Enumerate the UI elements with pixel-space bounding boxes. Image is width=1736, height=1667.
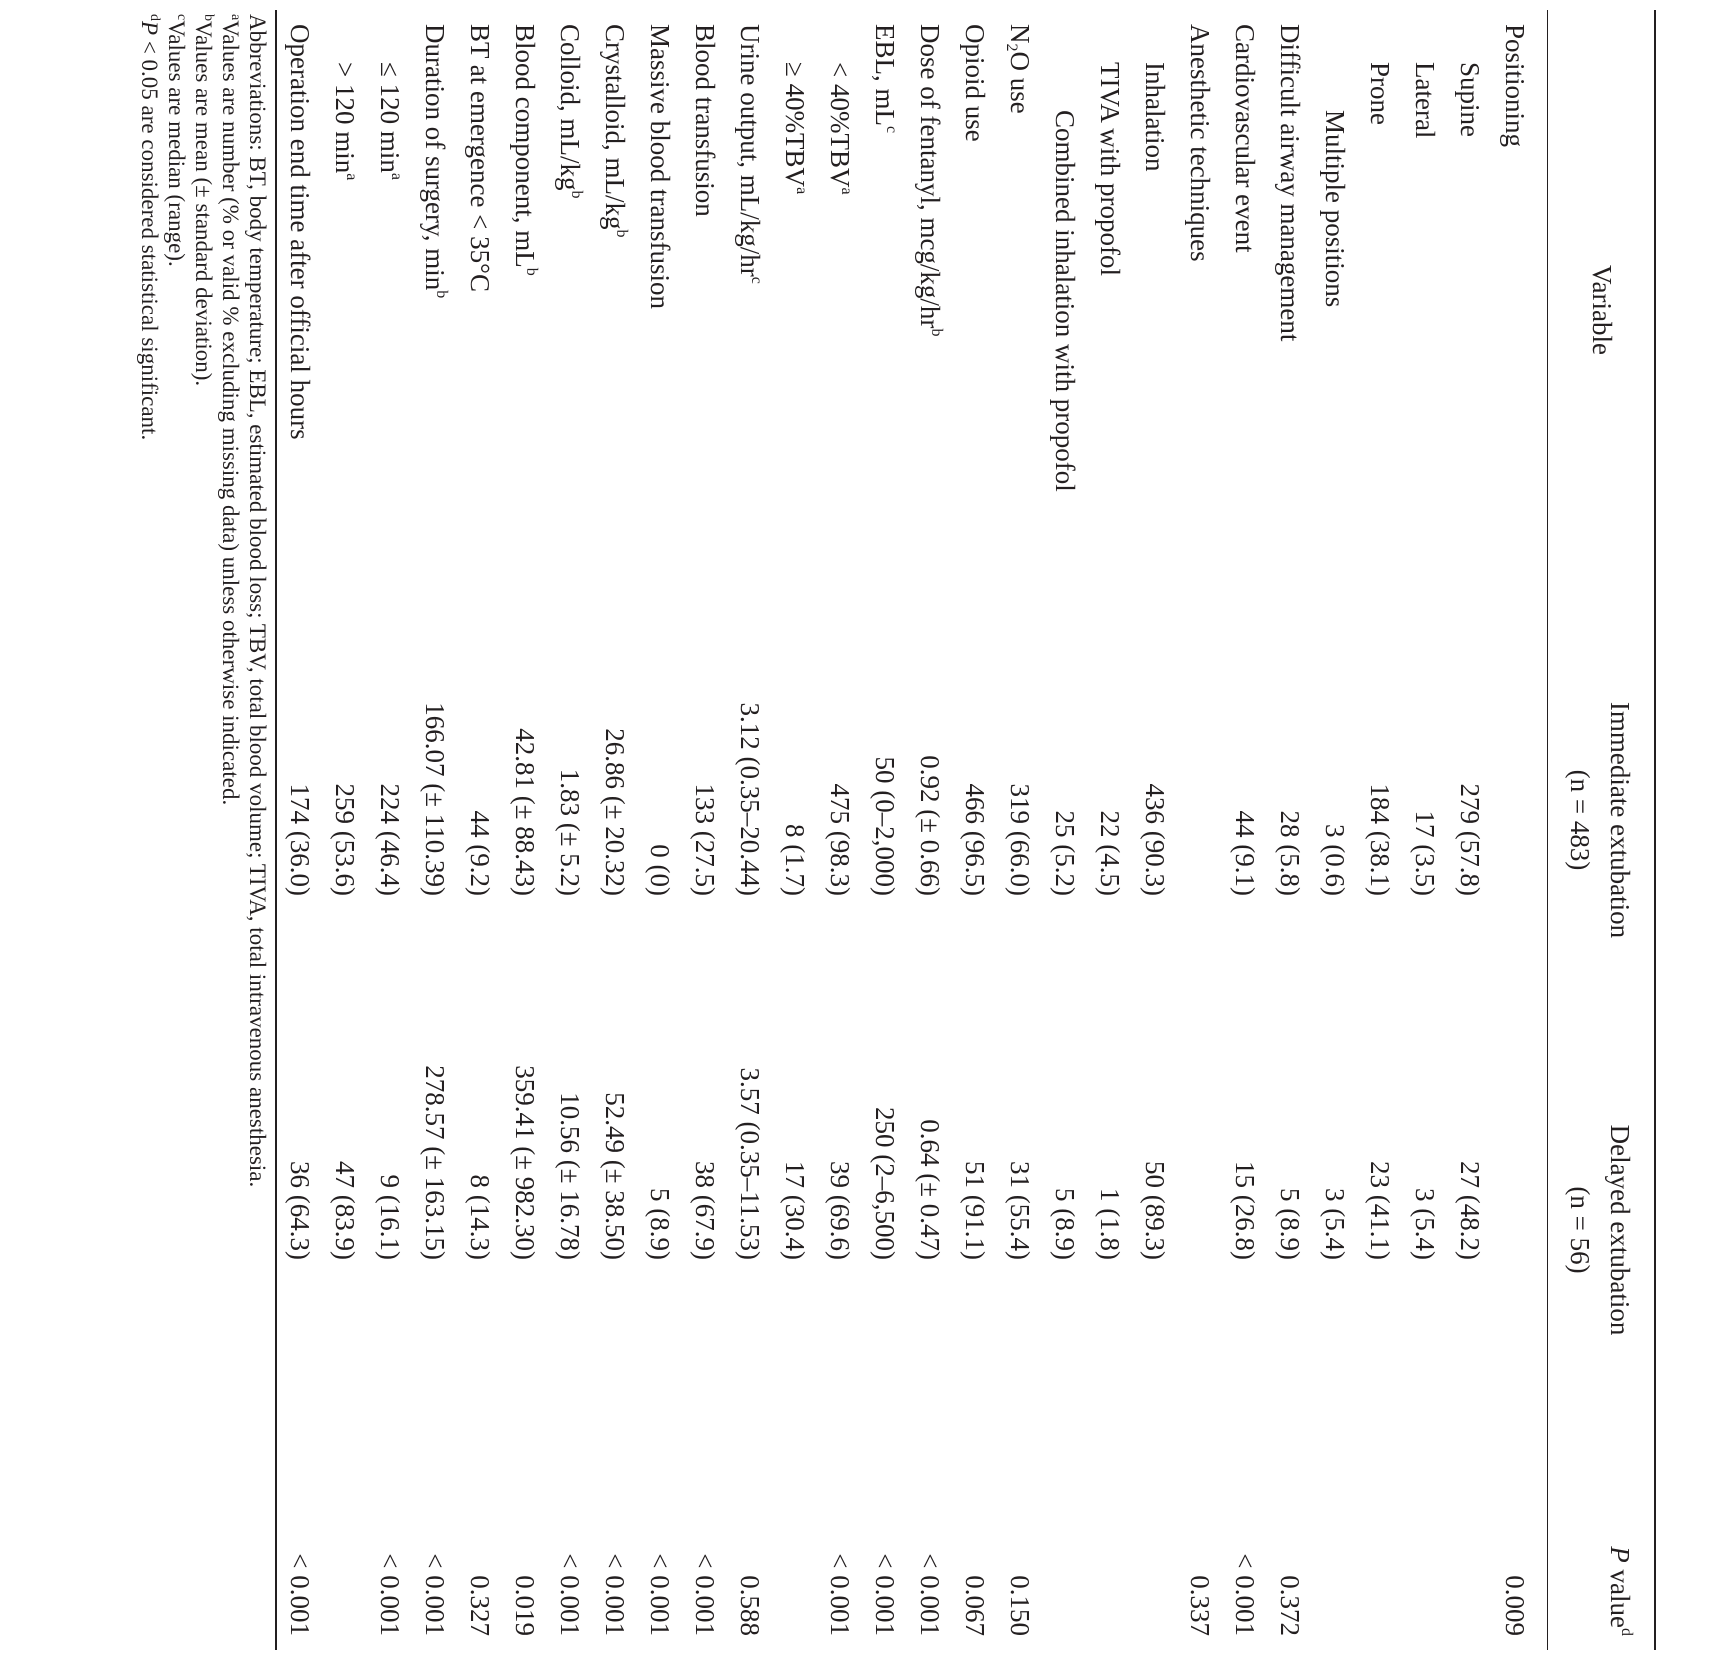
data-table-body bbox=[277, 10, 1547, 1650]
cell-variable bbox=[592, 10, 637, 610]
data-table-container bbox=[136, 10, 1656, 1650]
cell-variable bbox=[1132, 10, 1177, 610]
cell-delayed: 38 (67.9) bbox=[690, 1161, 720, 1260]
header-p-text: value bbox=[1605, 1562, 1635, 1628]
table-row bbox=[367, 10, 412, 1650]
cell-p-value: < 0.001 bbox=[555, 1553, 585, 1636]
cell-immediate: 279 (57.8) bbox=[1455, 783, 1485, 896]
cell-variable bbox=[322, 10, 367, 610]
table-row bbox=[952, 10, 997, 1650]
cell-variable-footnote-marker: c bbox=[748, 276, 765, 284]
cell-immediate: 436 (90.3) bbox=[1140, 783, 1170, 896]
cell-p-value: < 0.001 bbox=[1230, 1553, 1260, 1636]
cell-variable bbox=[412, 10, 457, 610]
table-row bbox=[1492, 10, 1547, 1650]
cell-variable-footnote-marker: a bbox=[388, 172, 405, 180]
cell-p-value: < 0.001 bbox=[600, 1553, 630, 1636]
cell-delayed: 50 (89.3) bbox=[1140, 1161, 1170, 1260]
footnote-b-text: Values are mean (± standard deviation). bbox=[191, 21, 216, 387]
cell-variable-text: Cardiovascular event bbox=[1230, 24, 1260, 253]
cell-variable bbox=[682, 10, 727, 610]
footnote-b-marker: b bbox=[201, 14, 216, 21]
cell-variable-text: BT at emergence < 35°C bbox=[465, 24, 495, 292]
cell-p-value: 0.372 bbox=[1275, 1575, 1305, 1636]
cell-delayed: 3 (5.4) bbox=[1410, 1188, 1440, 1260]
table-row bbox=[1042, 10, 1087, 1650]
header-immediate bbox=[1548, 610, 1654, 1030]
cell-p-value: < 0.001 bbox=[825, 1553, 855, 1636]
table-row bbox=[1312, 10, 1357, 1650]
table-row bbox=[772, 10, 817, 1650]
cell-delayed: 5 (8.9) bbox=[645, 1188, 675, 1260]
cell-variable-text: Operation end time after official hours bbox=[285, 24, 315, 440]
cell-p-value: 0.009 bbox=[1500, 1575, 1530, 1636]
cell-delayed: 9 (16.1) bbox=[375, 1174, 405, 1260]
cell-variable-text: Blood transfusion bbox=[690, 24, 720, 217]
table-row bbox=[907, 10, 952, 1650]
footnote-c bbox=[163, 14, 190, 1650]
table-row bbox=[412, 10, 457, 1650]
cell-variable-text: Prone bbox=[1365, 62, 1395, 125]
cell-variable-text: Lateral bbox=[1410, 62, 1440, 139]
cell-delayed: 3.57 (0.35–11.53) bbox=[735, 1067, 765, 1260]
cell-variable bbox=[727, 10, 772, 610]
cell-p-value: < 0.001 bbox=[375, 1553, 405, 1636]
header-delayed-label: Delayed extubation bbox=[1605, 1124, 1635, 1336]
cell-immediate: 1.83 (± 5.2) bbox=[555, 768, 585, 896]
cell-variable-text: Supine bbox=[1455, 62, 1485, 138]
cell-delayed: 359.41 (± 982.30) bbox=[510, 1065, 540, 1260]
cell-variable bbox=[1402, 10, 1447, 610]
table-row bbox=[1177, 10, 1222, 1650]
cell-delayed: 47 (83.9) bbox=[330, 1161, 360, 1260]
footnote-d-text: < 0.05 are considered statistical significant. bbox=[137, 35, 162, 441]
cell-immediate: 224 (46.4) bbox=[375, 783, 405, 896]
cell-delayed: 250 (2–6,500) bbox=[870, 1107, 900, 1260]
table-row bbox=[1222, 10, 1267, 1650]
cell-p-value: < 0.001 bbox=[420, 1553, 450, 1636]
cell-variable bbox=[862, 10, 907, 610]
table-row bbox=[727, 10, 772, 1650]
cell-variable-text: TIVA with propofol bbox=[1095, 62, 1125, 276]
cell-p-value bbox=[1042, 1430, 1087, 1650]
cell-p-value: 0.067 bbox=[960, 1575, 990, 1636]
cell-p-value: < 0.001 bbox=[690, 1553, 720, 1636]
cell-variable bbox=[502, 10, 547, 610]
footnote-c-marker: c bbox=[174, 14, 189, 21]
cell-p-value: < 0.001 bbox=[870, 1553, 900, 1636]
cell-variable-footnote-marker: b bbox=[433, 290, 450, 299]
cell-variable bbox=[817, 10, 862, 610]
cell-variable-footnote-marker: b bbox=[523, 267, 540, 276]
cell-variable-text: Difficult airway management bbox=[1275, 24, 1305, 342]
cell-variable-text: Colloid, mL/kg bbox=[555, 24, 585, 191]
cell-variable-footnote-marker: a bbox=[838, 187, 855, 195]
table-row bbox=[1447, 10, 1492, 1650]
cell-p-value bbox=[1087, 1430, 1132, 1650]
cell-immediate: 0.92 (± 0.66) bbox=[915, 755, 945, 896]
cell-delayed: 5 (8.9) bbox=[1275, 1188, 1305, 1260]
cell-variable-text: ≥ 40%TBV bbox=[780, 62, 810, 188]
cell-delayed bbox=[1177, 1030, 1222, 1430]
cell-variable bbox=[1042, 10, 1087, 610]
cell-delayed bbox=[1492, 1030, 1547, 1430]
header-delayed bbox=[1548, 1030, 1654, 1430]
cell-immediate: 184 (38.1) bbox=[1365, 783, 1395, 896]
cell-variable-footnote-marker: b bbox=[928, 328, 945, 337]
cell-immediate: 174 (36.0) bbox=[285, 783, 315, 896]
cell-immediate: 26.86 (± 20.32) bbox=[600, 728, 630, 896]
table-row bbox=[682, 10, 727, 1650]
footnote-b bbox=[190, 14, 217, 1650]
cell-variable bbox=[1357, 10, 1402, 610]
cell-variable bbox=[457, 10, 502, 610]
cell-immediate: 22 (4.5) bbox=[1095, 810, 1125, 896]
footnote-a bbox=[217, 14, 244, 1650]
footnote-abbreviations: Abbreviations: BT, body temperature; EBL, estimated blood loss; TBV, total blood volume; TIVA, total intravenous anesthesia. bbox=[245, 14, 270, 1188]
cell-immediate bbox=[1492, 610, 1547, 1030]
cell-variable-footnote-marker: b bbox=[613, 229, 630, 238]
cell-variable-footnote-marker: b bbox=[568, 190, 585, 199]
cell-delayed: 15 (26.8) bbox=[1230, 1161, 1260, 1260]
cell-variable-text: N bbox=[1005, 24, 1035, 44]
cell-variable-text: Urine output, mL/kg/hr bbox=[735, 24, 765, 277]
cell-immediate: 17 (3.5) bbox=[1410, 810, 1440, 896]
cell-immediate: 8 (1.7) bbox=[780, 824, 810, 896]
cell-p-value: 0.588 bbox=[735, 1575, 765, 1636]
cell-immediate: 28 (5.8) bbox=[1275, 810, 1305, 896]
header-rule bbox=[1547, 10, 1548, 1650]
cell-immediate: 3 (0.6) bbox=[1320, 824, 1350, 896]
cell-immediate: 50 (0–2,000) bbox=[870, 756, 900, 896]
cell-immediate: 44 (9.2) bbox=[465, 810, 495, 896]
table-row bbox=[817, 10, 862, 1650]
cell-immediate: 133 (27.5) bbox=[690, 783, 720, 896]
cell-variable bbox=[907, 10, 952, 610]
footnotes bbox=[136, 10, 271, 1650]
cell-p-value: 0.337 bbox=[1185, 1575, 1215, 1636]
cell-immediate: 44 (9.1) bbox=[1230, 810, 1260, 896]
header-p-value bbox=[1548, 1430, 1654, 1650]
footnote-d bbox=[136, 14, 163, 1650]
cell-variable bbox=[772, 10, 817, 610]
cell-p-value bbox=[772, 1430, 817, 1650]
cell-variable-subscript: 2 bbox=[1003, 43, 1020, 52]
cell-variable-text: Inhalation bbox=[1140, 62, 1170, 172]
table-row bbox=[1267, 10, 1312, 1650]
table-row bbox=[1132, 10, 1177, 1650]
cell-immediate: 319 (66.0) bbox=[1005, 783, 1035, 896]
cell-variable-text: EBL, mL bbox=[870, 24, 900, 126]
cell-p-value: 0.150 bbox=[1005, 1575, 1035, 1636]
table-row bbox=[457, 10, 502, 1650]
cell-variable bbox=[1492, 10, 1547, 610]
footnote-d-italic: P bbox=[137, 21, 162, 36]
cell-immediate: 166.07 (± 110.39) bbox=[420, 702, 450, 896]
cell-variable-text: Duration of surgery, min bbox=[420, 24, 450, 291]
cell-p-value: 0.327 bbox=[465, 1575, 495, 1636]
cell-p-value bbox=[1312, 1430, 1357, 1650]
cell-variable-text: Dose of fentanyl, mcg/kg/hr bbox=[915, 24, 945, 329]
cell-p-value bbox=[1402, 1430, 1447, 1650]
cell-variable-text: Positioning bbox=[1500, 24, 1530, 148]
cell-p-value bbox=[322, 1430, 367, 1650]
cell-immediate bbox=[1177, 610, 1222, 1030]
cell-variable bbox=[1447, 10, 1492, 610]
cell-immediate: 475 (98.3) bbox=[825, 783, 855, 896]
cell-variable-footnote-marker: c bbox=[883, 126, 900, 134]
cell-variable-text: O use bbox=[1005, 51, 1035, 114]
cell-immediate: 3.12 (0.35–20.44) bbox=[735, 702, 765, 896]
cell-variable-text: Combined inhalation with propofol bbox=[1050, 110, 1080, 492]
cell-variable bbox=[997, 10, 1042, 610]
header-variable: Variable bbox=[1587, 265, 1617, 355]
cell-variable bbox=[277, 10, 322, 610]
cell-variable bbox=[1222, 10, 1267, 610]
table-row bbox=[502, 10, 547, 1650]
cell-delayed: 17 (30.4) bbox=[780, 1161, 810, 1260]
data-table bbox=[1548, 10, 1654, 1650]
cell-p-value bbox=[1447, 1430, 1492, 1650]
cell-delayed: 23 (41.1) bbox=[1365, 1161, 1395, 1260]
header-p-sup: d bbox=[1618, 1628, 1635, 1636]
cell-delayed: 27 (48.2) bbox=[1455, 1161, 1485, 1260]
cell-delayed: 8 (14.3) bbox=[465, 1174, 495, 1260]
cell-p-value bbox=[1357, 1430, 1402, 1650]
table-row bbox=[277, 10, 322, 1650]
cell-p-value: 0.019 bbox=[510, 1575, 540, 1636]
cell-variable bbox=[367, 10, 412, 610]
cell-variable bbox=[1177, 10, 1222, 610]
cell-p-value bbox=[1132, 1430, 1177, 1650]
cell-p-value: < 0.001 bbox=[915, 1553, 945, 1636]
cell-variable-text: Crystalloid, mL/kg bbox=[600, 24, 630, 230]
cell-variable-text: < 40%TBV bbox=[825, 62, 855, 188]
top-rule bbox=[1654, 10, 1656, 1650]
cell-delayed: 278.57 (± 163.15) bbox=[420, 1065, 450, 1260]
table-row bbox=[592, 10, 637, 1650]
table-row bbox=[1357, 10, 1402, 1650]
table-row bbox=[862, 10, 907, 1650]
table-row bbox=[997, 10, 1042, 1650]
cell-immediate: 259 (53.6) bbox=[330, 783, 360, 896]
cell-variable-text: Blood component, mL bbox=[510, 24, 540, 268]
cell-delayed: 0.64 (± 0.47) bbox=[915, 1119, 945, 1260]
header-row bbox=[1548, 10, 1654, 1650]
footnote-c-text: Values are median (range). bbox=[164, 20, 189, 267]
cell-immediate: 42.81 (± 88.43) bbox=[510, 728, 540, 896]
table-row bbox=[547, 10, 592, 1650]
footnote-a-marker: a bbox=[228, 14, 243, 21]
cell-variable-text: Massive blood transfusion bbox=[645, 24, 675, 309]
cell-variable bbox=[1087, 10, 1132, 610]
table-row bbox=[1402, 10, 1447, 1650]
header-immediate-n: (n = 483) bbox=[1565, 769, 1595, 871]
cell-delayed: 52.49 (± 38.50) bbox=[600, 1092, 630, 1260]
cell-immediate: 25 (5.2) bbox=[1050, 810, 1080, 896]
table-row bbox=[637, 10, 682, 1650]
cell-immediate: 466 (96.5) bbox=[960, 783, 990, 896]
header-p-italic: P bbox=[1605, 1546, 1635, 1563]
cell-delayed: 5 (8.9) bbox=[1050, 1188, 1080, 1260]
cell-variable-footnote-marker: a bbox=[343, 173, 360, 181]
header-delayed-n: (n = 56) bbox=[1565, 1186, 1595, 1274]
cell-variable-text: Anesthetic techniques bbox=[1185, 24, 1215, 262]
table-row bbox=[322, 10, 367, 1650]
header-immediate-label: Immediate extubation bbox=[1605, 701, 1635, 939]
cell-delayed: 31 (55.4) bbox=[1005, 1161, 1035, 1260]
cell-variable bbox=[952, 10, 997, 610]
cell-variable-text: > 120 min bbox=[330, 62, 360, 174]
cell-variable-text: Opioid use bbox=[960, 24, 990, 142]
cell-variable-text: ≤ 120 min bbox=[375, 62, 405, 173]
cell-variable-text: Multiple positions bbox=[1320, 110, 1350, 308]
footnote-a-text: Values are number (% or valid % excluding missing data) unless otherwise indicated. bbox=[218, 20, 243, 806]
footnote-d-marker: d bbox=[147, 14, 162, 21]
cell-delayed: 10.56 (± 16.78) bbox=[555, 1092, 585, 1260]
cell-delayed: 3 (5.4) bbox=[1320, 1188, 1350, 1260]
table-body bbox=[277, 10, 1547, 1650]
cell-p-value: < 0.001 bbox=[645, 1553, 675, 1636]
cell-delayed: 36 (64.3) bbox=[285, 1161, 315, 1260]
cell-variable-footnote-marker: a bbox=[793, 187, 810, 195]
cell-variable bbox=[547, 10, 592, 610]
table-row bbox=[1087, 10, 1132, 1650]
cell-variable bbox=[637, 10, 682, 610]
cell-delayed: 1 (1.8) bbox=[1095, 1188, 1125, 1260]
cell-p-value: < 0.001 bbox=[285, 1553, 315, 1636]
cell-immediate: 0 (0) bbox=[645, 844, 675, 896]
cell-variable bbox=[1267, 10, 1312, 610]
cell-delayed: 39 (69.6) bbox=[825, 1161, 855, 1260]
cell-delayed: 51 (91.1) bbox=[960, 1161, 990, 1260]
cell-variable bbox=[1312, 10, 1357, 610]
